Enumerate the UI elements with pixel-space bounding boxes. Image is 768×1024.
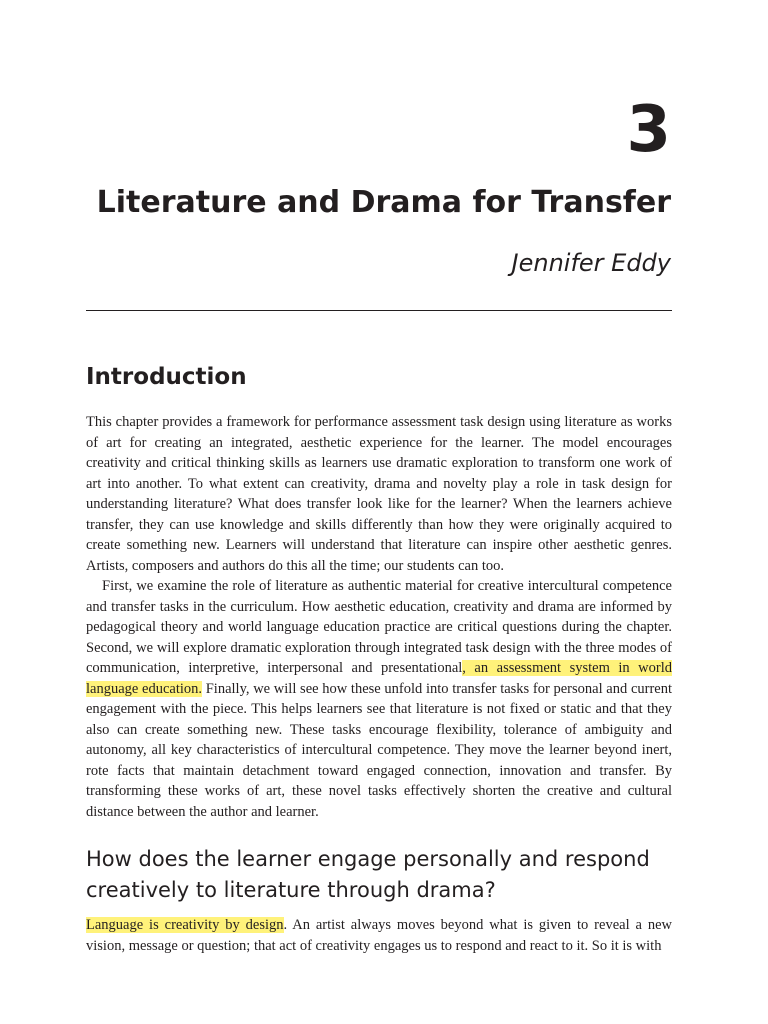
chapter-author: Jennifer Eddy — [511, 249, 671, 277]
introduction-paragraph-1: This chapter provides a framework for performance assessment task design using literature as works of art for creating an integrated, aesthetic experience for the learner. The model encourages creativity and critical thinking skills as learners use dramatic exploration to transform one work of art into another. To what extent can creativity, drama and novelty play a role in task design for understanding literature? What does transfer look like for the learner? When the learners achieve transfer, they can use knowledge and skills differently than how they were originally acquired to create something new. Learners will understand that literature can inspire other aesthetic genres. Artists, composers and authors do this all the time; our students can too. — [86, 414, 672, 574]
chapter-number: 3 — [626, 93, 671, 167]
paragraph-2-text-start: First, we examine the role of literature as authentic material for creative intercultural competence and transfer tasks in the curriculum. How aesthetic education, creativity and drama are informed by pedagogical theory and world language education practice are critical questions during the chapter. Second, we will explore dramatic exploration through integrated task design with the three modes of communication, interpretive, interpersonal and presentational — [86, 578, 672, 676]
highlighted-text[interactable]: , an assessment system in world language education. — [86, 660, 672, 697]
introduction-heading: Introduction — [86, 364, 247, 390]
highlighted-text[interactable]: Language is creativity by design — [86, 917, 284, 933]
section-2-heading: How does the learner engage personally and respond creatively to literature through drama? — [86, 847, 650, 902]
introduction-paragraph-2 — [86, 576, 672, 822]
chapter-title: Literature and Drama for Transfer — [96, 185, 671, 220]
paragraph-2-text-end: Finally, we will see how these unfold into transfer tasks for personal and current engagement with the piece. This helps learners see that literature is not fixed or static and that they also can create something new. These tasks encourage flexibility, tolerance of ambiguity and autonomy, all key characteristics of intercultural competence. They move the learner beyond inert, rote facts that maintain detachment toward engaged connection, innovation and transfer. By transforming these works of art, these novel tasks effectively shorten the creative and cultural distance between the author and learner. — [86, 680, 673, 820]
section-2-paragraph-1 — [86, 915, 672, 956]
section-2-paragraph-text: . An artist always moves beyond what is given to reveal a new vision, message or question; that act of creativity engages us to respond and react to it. So it is with — [86, 917, 672, 954]
title-divider — [86, 310, 672, 311]
